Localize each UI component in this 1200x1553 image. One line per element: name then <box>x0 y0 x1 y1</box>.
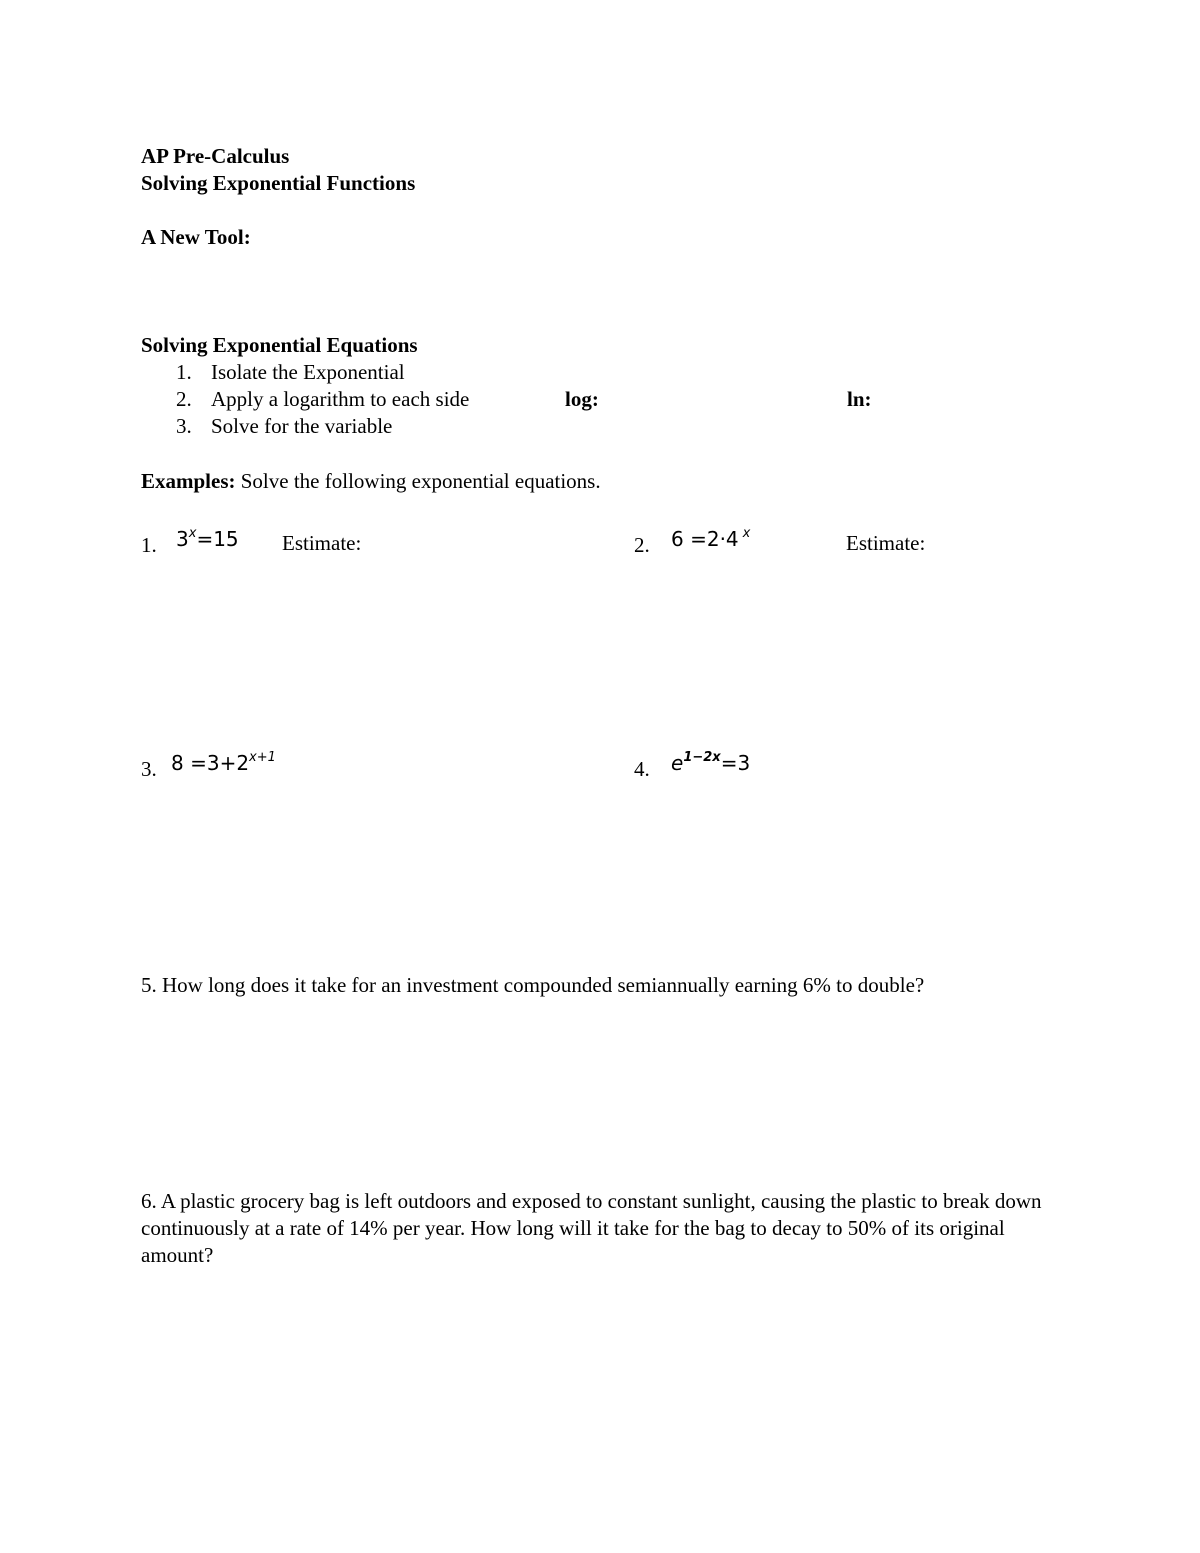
step-number: 2. <box>176 387 192 411</box>
equation-exponent: x <box>188 526 197 541</box>
equation-exponent: x <box>742 526 751 541</box>
equation-1 <box>176 526 239 556</box>
examples-instruction: Solve the following exponential equations. <box>240 469 601 493</box>
log-label: log: <box>565 387 599 411</box>
new-tool-heading: A New Tool: <box>141 225 251 249</box>
equation-lhs: 8 =3+2 <box>171 751 250 775</box>
step-number: 1. <box>176 360 192 384</box>
step-text: Apply a logarithm to each side <box>211 387 470 411</box>
examples-label: Examples: <box>141 469 236 493</box>
step-text: Solve for the variable <box>211 414 393 438</box>
worksheet-title: Solving Exponential Functions <box>141 171 416 195</box>
equation-2 <box>671 526 750 556</box>
equation-base: 3 <box>176 527 189 551</box>
problem-number: 4. <box>634 757 650 781</box>
examples-line <box>141 468 601 495</box>
step-number: 3. <box>176 414 192 438</box>
equation-4 <box>671 750 750 780</box>
equation-exponent: x+1 <box>249 750 276 765</box>
equation-exponent: 1−2x <box>683 750 721 765</box>
step-text: Isolate the Exponential <box>211 360 405 384</box>
estimate-label: Estimate: <box>282 531 362 555</box>
equation-base: e <box>671 751 684 775</box>
word-problem-6: 6. A plastic grocery bag is left outdoors and exposed to constant sunlight, causing the plastic to break down continuously at a rate of 14% per year. How long will it take for the bag to decay to 50% of its original amount? <box>141 1189 1042 1267</box>
equation-3 <box>171 750 276 780</box>
course-title: AP Pre-Calculus <box>141 144 290 168</box>
word-problem-5: 5. How long does it take for an investment compounded semiannually earning 6% to double? <box>141 973 925 997</box>
equation-rhs: =15 <box>196 527 239 551</box>
steps-heading: Solving Exponential Equations <box>141 333 418 357</box>
equation-rhs: =3 <box>720 751 751 775</box>
equation-lhs: 6 =2·4 <box>671 527 739 551</box>
ln-label: ln: <box>847 387 872 411</box>
estimate-label: Estimate: <box>846 531 926 555</box>
problem-number: 1. <box>141 533 157 557</box>
problem-number: 2. <box>634 533 650 557</box>
problem-number: 3. <box>141 757 157 781</box>
